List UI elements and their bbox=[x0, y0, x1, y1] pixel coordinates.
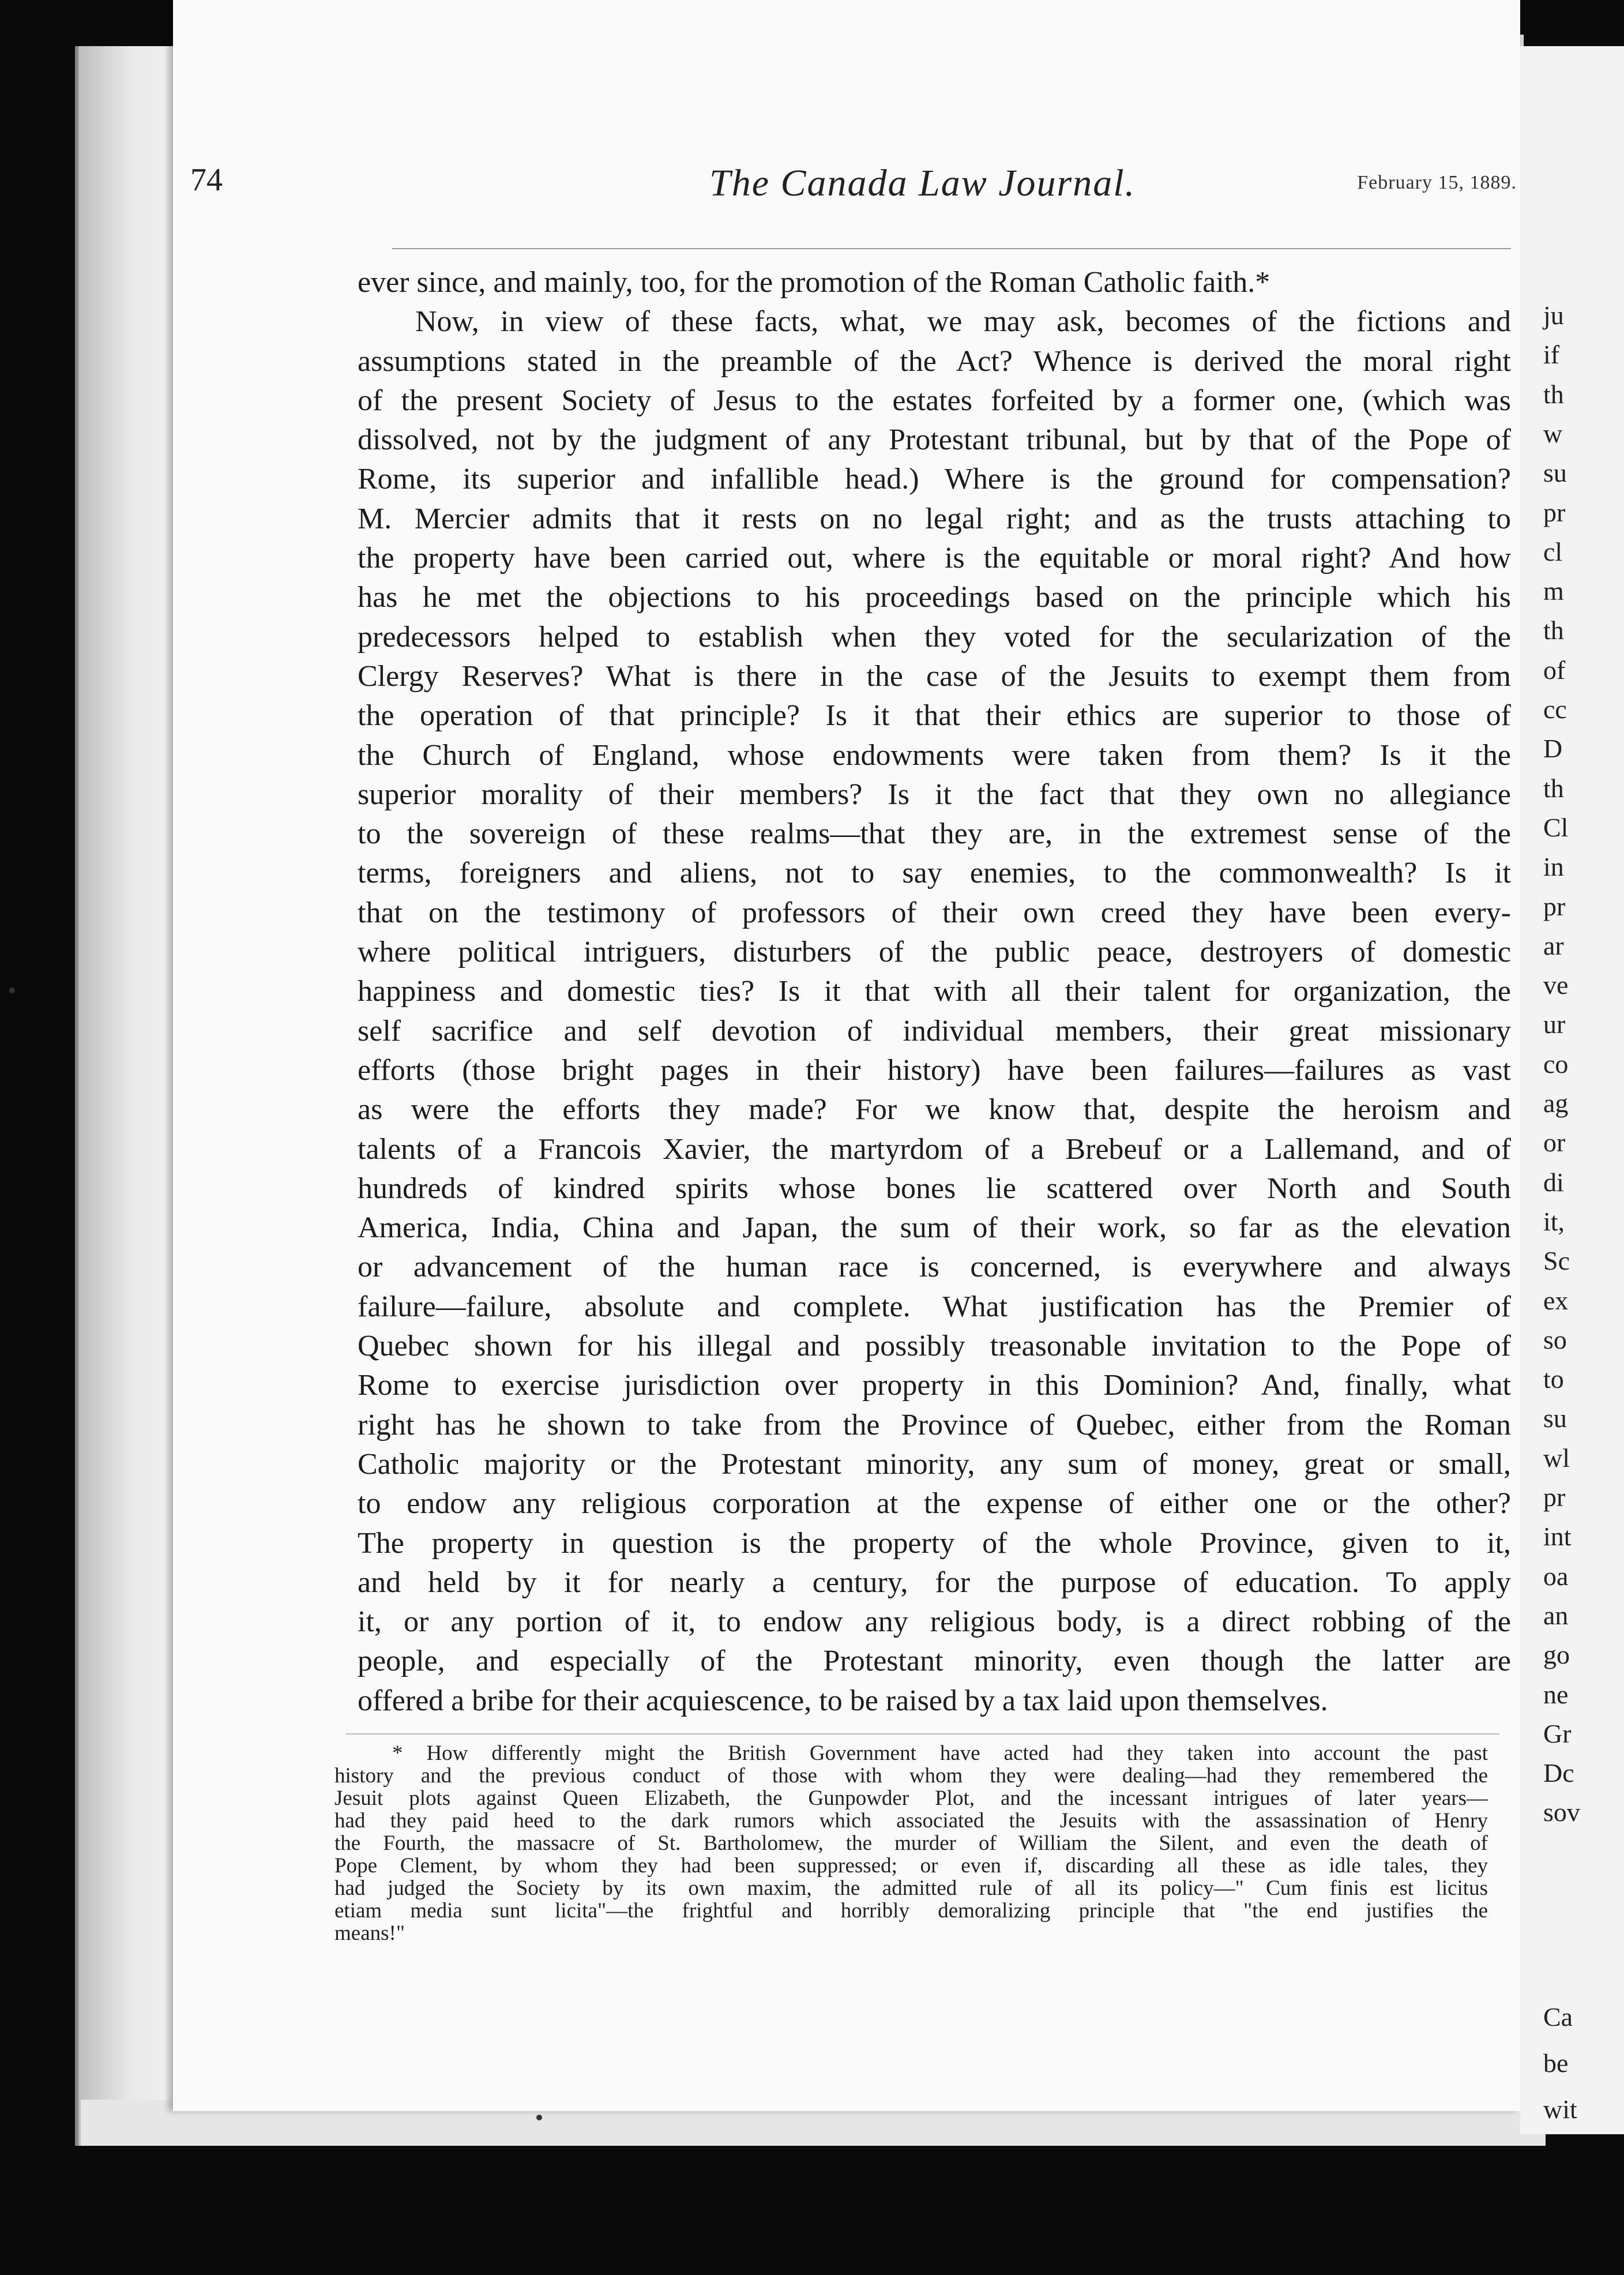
body-line: the Church of England, whose endowments were taken from them? Is it the bbox=[358, 738, 1511, 772]
next-page-fragment: pr bbox=[1543, 1482, 1566, 1512]
body-line: efforts (those bright pages in their history) have been failures—failures as vast bbox=[358, 1053, 1511, 1087]
next-page-fragment: cl bbox=[1543, 536, 1563, 566]
body-line: M. Mercier admits that it rests on no legal right; and as the trusts attaching to bbox=[358, 502, 1511, 535]
next-page-fragment: cc bbox=[1543, 694, 1567, 724]
next-page-fragment: go bbox=[1543, 1640, 1570, 1670]
next-page-fragment: ju bbox=[1543, 301, 1564, 330]
body-line: to the sovereign of these realms—that they are, in the extremest sense of the bbox=[358, 817, 1511, 851]
next-page-fragment: ar bbox=[1543, 930, 1564, 960]
next-page-fragment: if bbox=[1543, 340, 1560, 370]
next-page-fragment: int bbox=[1543, 1522, 1572, 1552]
next-page-fragment: th bbox=[1543, 615, 1564, 645]
next-page-fragment: or bbox=[1543, 1128, 1566, 1158]
footnote-rule bbox=[346, 1733, 1499, 1735]
body-line: hundreds of kindred spirits whose bones lie scattered over North and South bbox=[358, 1172, 1511, 1205]
next-page-fragment: wit bbox=[1543, 2094, 1577, 2124]
next-page-fragment: in bbox=[1543, 852, 1564, 882]
body-line: Rome to exercise jurisdiction over property in this Dominion? And, finally, what bbox=[358, 1369, 1511, 1402]
body-line: Catholic majority or the Protestant minority, any sum of money, great or small, bbox=[358, 1447, 1511, 1481]
next-page-fragment: w bbox=[1543, 418, 1563, 448]
next-page-fragment: of bbox=[1543, 655, 1566, 685]
next-page-fragment: an bbox=[1543, 1600, 1569, 1630]
next-page-fragment: ag bbox=[1543, 1088, 1569, 1118]
body-line: assumptions stated in the preamble of the Act? Whence is derived the moral right bbox=[358, 344, 1511, 378]
footnote-line: * How differently might the British Government have acted had they taken into account the past bbox=[392, 1741, 1488, 1765]
footnote-line: means!" bbox=[334, 1921, 405, 1945]
body-line: the property have been carried out, where is the equitable or moral right? And how bbox=[358, 542, 1511, 575]
body-line: Rome, its superior and infallible head.) Where is the ground for compensation? bbox=[358, 463, 1511, 496]
body-line: predecessors helped to establish when they voted for the secularization of the bbox=[358, 620, 1511, 654]
next-page-fragment: su bbox=[1543, 458, 1567, 488]
next-page-fragment: ne bbox=[1543, 1679, 1569, 1709]
body-line: ever since, and mainly, too, for the promotion of the Roman Catholic faith.* bbox=[358, 266, 1270, 299]
next-page-fragment: be bbox=[1543, 2048, 1569, 2078]
body-line: of the present Society of Jesus to the estates forfeited by a former one, (which was bbox=[358, 384, 1511, 417]
footnote-line: had judged the Society by its own maxim, the admitted rule of all its policy—" Cum finis est licitus bbox=[334, 1876, 1488, 1900]
next-page-fragment: it, bbox=[1543, 1206, 1565, 1236]
body-line: that on the testimony of professors of their own creed they have been every- bbox=[358, 896, 1511, 929]
body-line: failure—failure, absolute and complete. What justification has the Premier of bbox=[358, 1290, 1511, 1323]
footnote-line: etiam media sunt licita"—the frightful and horribly demoralizing principle that "the end justifies the bbox=[334, 1899, 1488, 1923]
body-line: offered a bribe for their acquiescence, to be raised by a tax laid upon themselves. bbox=[358, 1684, 1328, 1717]
body-line: America, India, China and Japan, the sum of their work, so far as the elevation bbox=[358, 1211, 1511, 1245]
next-page-fragment: co bbox=[1543, 1049, 1569, 1079]
next-page-margin bbox=[1520, 46, 1624, 2134]
next-page-fragment: D bbox=[1543, 734, 1563, 764]
body-line: to endow any religious corporation at the expense of either one or the other? bbox=[358, 1487, 1511, 1521]
body-line: right has he shown to take from the Province of Quebec, either from the Roman bbox=[358, 1408, 1511, 1441]
next-page-fragment: ur bbox=[1543, 1009, 1566, 1039]
next-page-fragment: su bbox=[1543, 1403, 1567, 1433]
body-line: happiness and domestic ties? Is it that with all their talent for organization, the bbox=[358, 975, 1511, 1008]
body-line: dissolved, not by the judgment of any Protestant tribunal, but by that of the Pope of bbox=[358, 423, 1511, 457]
footnote-line: Jesuit plots against Queen Elizabeth, the Gunpowder Plot, and the incessant intrigues of later years— bbox=[334, 1786, 1488, 1810]
body-line: or advancement of the human race is concerned, is everywhere and always bbox=[358, 1251, 1511, 1284]
scan-speck bbox=[536, 2115, 542, 2120]
next-page-fragment: sov bbox=[1543, 1797, 1580, 1827]
next-page-fragment: th bbox=[1543, 773, 1564, 803]
footnote-line: had they paid heed to the dark rumors which associated the Jesuits with the assassination of Henry bbox=[334, 1809, 1488, 1833]
next-page-fragment: wl bbox=[1543, 1443, 1570, 1473]
body-line: where political intriguers, disturbers of the public peace, destroyers of domestic bbox=[358, 936, 1511, 969]
scan-speck bbox=[9, 988, 15, 993]
body-line: talents of a Francois Xavier, the martyrdom of a Brebeuf or a Lallemand, and of bbox=[358, 1132, 1511, 1166]
next-page-fragment: Cl bbox=[1543, 812, 1569, 842]
footnote-line: Pope Clement, by whom they had been suppressed; or even if, discarding all these as idle tales, they bbox=[334, 1854, 1488, 1878]
next-page-fragment: pr bbox=[1543, 891, 1566, 921]
footnote bbox=[334, 1742, 1488, 1944]
page-number: 74 bbox=[190, 162, 223, 198]
next-page-fragment: oa bbox=[1543, 1561, 1569, 1591]
next-page-fragment: Gr bbox=[1543, 1718, 1572, 1748]
next-page-fragment: so bbox=[1543, 1324, 1567, 1354]
body-line: the operation of that principle? Is it that their ethics are superior to those of bbox=[358, 699, 1511, 733]
footnote-line: the Fourth, the massacre of St. Bartholomew, the murder of William the Silent, and even the death of bbox=[334, 1831, 1488, 1855]
body-line: Clergy Reserves? What is there in the case of the Jesuits to exempt them from bbox=[358, 659, 1511, 693]
body-line: people, and especially of the Protestant minority, even though the latter are bbox=[358, 1645, 1511, 1678]
header-rule bbox=[392, 248, 1511, 249]
body-line: and held by it for nearly a century, for the purpose of education. To apply bbox=[358, 1566, 1511, 1599]
body-line: terms, foreigners and aliens, not to say enemies, to the commonwealth? Is it bbox=[358, 857, 1511, 890]
next-page-fragment: pr bbox=[1543, 497, 1566, 527]
body-line: Quebec shown for his illegal and possibly treasonable invitation to the Pope of bbox=[358, 1330, 1511, 1363]
next-page-fragment: ex bbox=[1543, 1285, 1569, 1315]
footnote-line: history and the previous conduct of those with whom they were dealing—had they remembered the bbox=[334, 1764, 1488, 1788]
journal-title: The Canada Law Journal. bbox=[709, 162, 1136, 204]
page-header bbox=[190, 162, 1517, 208]
issue-date: February 15, 1889. bbox=[1357, 172, 1517, 193]
next-page-fragment: Sc bbox=[1543, 1246, 1570, 1276]
body-line: self sacrifice and self devotion of individual members, their great missionary bbox=[358, 1014, 1511, 1048]
body-line: The property in question is the property of the whole Province, given to it, bbox=[358, 1526, 1511, 1560]
body-line: superior morality of their members? Is it the fact that they own no allegiance bbox=[358, 778, 1511, 811]
next-page-fragment: to bbox=[1543, 1364, 1564, 1394]
next-page-fragment: Ca bbox=[1543, 2002, 1573, 2032]
next-page-fragment: th bbox=[1543, 379, 1564, 409]
body-line: it, or any portion of it, to endow any religious body, is a direct robbing of the bbox=[358, 1605, 1511, 1639]
body-line: has he met the objections to his proceedings based on the principle which his bbox=[358, 581, 1511, 614]
next-page-fragment: ve bbox=[1543, 970, 1569, 1000]
next-page-fragment: Dc bbox=[1543, 1758, 1574, 1788]
next-page-fragment: di bbox=[1543, 1167, 1564, 1197]
body-line: Now, in view of these facts, what, we may ask, becomes of the fictions and bbox=[415, 305, 1511, 339]
next-page-fragment: m bbox=[1543, 576, 1564, 606]
body-line: as were the efforts they made? For we know that, despite the heroism and bbox=[358, 1093, 1511, 1127]
article-body bbox=[358, 263, 1511, 1721]
